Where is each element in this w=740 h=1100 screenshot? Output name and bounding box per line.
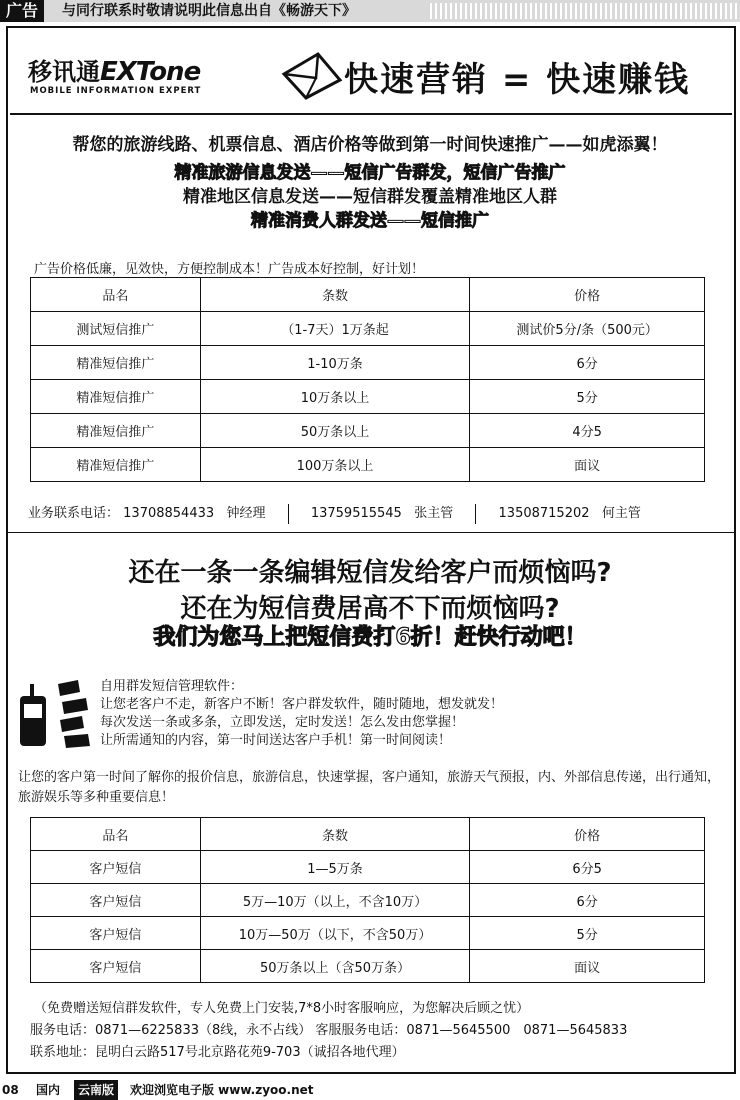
- contact-line: [28, 502, 641, 524]
- cell-quantity: 50万条以上: [200, 414, 470, 448]
- cell-quantity: 5万—10万（以上，不含10万）: [200, 884, 470, 917]
- cell-product: 精准短信推广: [31, 414, 201, 448]
- contact-phone: 13708854433: [123, 506, 215, 521]
- table-row: [31, 851, 705, 884]
- cell-product: 精准短信推广: [31, 346, 201, 380]
- col-header-product: 品名: [31, 278, 201, 312]
- intro-text: 广告价格低廉，见效快，方便控制成本！广告成本好控制，好计划！: [34, 262, 425, 277]
- contact-separator: [475, 504, 476, 524]
- cell-product: 客户短信: [31, 884, 201, 917]
- cell-product: 客户短信: [31, 851, 201, 884]
- table-row: [31, 917, 705, 950]
- table-row: [31, 312, 705, 346]
- page-footer: [0, 1080, 740, 1100]
- cell-quantity: 10万—50万（以下，不含50万）: [200, 917, 470, 950]
- headline-4: 精准消费人群发送——短信推广: [251, 211, 489, 231]
- brand-name-en: EXTone: [100, 57, 201, 87]
- headline-2: 精准旅游信息发送——短信广告群发，短信广告推广: [174, 163, 566, 183]
- contact-separator: [288, 504, 289, 524]
- cell-price: 5分: [470, 380, 705, 414]
- brand-tagline: MOBILE INFORMATION EXPERT: [30, 86, 202, 96]
- cell-product: 精准短信推广: [31, 448, 201, 482]
- price-table-2: [30, 817, 705, 983]
- software-line: 每次发送一条或多条，立即发送，定时发送！怎么发由您掌握！: [100, 715, 465, 730]
- table-row: [31, 380, 705, 414]
- header-stripes: [430, 3, 740, 19]
- ad2-headline-1: 还在一条一条编辑短信发给客户而烦恼吗?: [128, 558, 612, 588]
- contact-label: 业务联系电话：: [28, 506, 120, 521]
- mobile-phone-icon: [16, 676, 96, 756]
- col-header-product: 品名: [31, 818, 201, 851]
- table-row: [31, 950, 705, 983]
- header-notice: 与同行联系时敬请说明此信息出自《畅游天下》: [62, 3, 356, 19]
- envelope-icon: [280, 50, 344, 100]
- table-header-row: [31, 818, 705, 851]
- table-row: [31, 884, 705, 917]
- address: 联系地址：昆明白云路517号北京路花苑9-703（诚招各地代理）: [30, 1045, 405, 1060]
- section-divider: [8, 532, 734, 533]
- cell-price: 5分: [470, 917, 705, 950]
- software-description: [100, 678, 503, 750]
- contact-name: 张主管: [414, 506, 454, 521]
- cell-price: 4分5: [470, 414, 705, 448]
- headline-3: 精准地区信息发送——短信群发覆盖精准地区人群: [183, 187, 557, 207]
- service-phones: 服务电话：0871—6225833（8线，永不占线） 客服服务电话：0871—5645500 0871—5645833: [30, 1023, 628, 1038]
- page-number: 08: [2, 1083, 19, 1097]
- cell-quantity: （1-7天）1万条起: [200, 312, 470, 346]
- software-line: 让所需通知的内容，第一时间送达客户手机！第一时间阅读！: [100, 733, 452, 748]
- ad-tag: 广告: [0, 0, 44, 22]
- cell-product: 精准短信推广: [31, 380, 201, 414]
- col-header-quantity: 条数: [200, 818, 470, 851]
- table-row: [31, 346, 705, 380]
- table-row: [31, 414, 705, 448]
- cell-price: 面议: [470, 448, 705, 482]
- table-row: [31, 448, 705, 482]
- cell-price: 6分5: [470, 851, 705, 884]
- cell-product: 测试短信推广: [31, 312, 201, 346]
- contact-phone: 13508715202: [498, 506, 590, 521]
- cell-quantity: 50万条以上（含50万条）: [200, 950, 470, 983]
- slogan: 快速营销 = 快速赚钱: [344, 60, 691, 100]
- edition-badge: 云南版: [74, 1080, 118, 1100]
- cell-price: 6分: [470, 884, 705, 917]
- cell-quantity: 1—5万条: [200, 851, 470, 884]
- cell-price: 6分: [470, 346, 705, 380]
- contact-phone: 13759515545: [310, 506, 402, 521]
- cell-price: 测试价5分/条（500元）: [470, 312, 705, 346]
- ad2-headline-2: 还在为短信费居高不下而烦恼吗?: [180, 594, 560, 624]
- cell-quantity: 1-10万条: [200, 346, 470, 380]
- description-paragraph: 让您的客户第一时间了解你的报价信息，旅游信息，快速掌握，客户通知，旅游天气预报，内、外部信息传递，出行通知，旅游娱乐等多种重要信息！: [18, 770, 721, 805]
- website-link[interactable]: 欢迎浏览电子版 www.zyoo.net: [130, 1083, 314, 1097]
- logo-divider: [10, 113, 732, 115]
- col-header-price: 价格: [470, 818, 705, 851]
- brand-logo: [28, 52, 202, 96]
- ad2-headline-3: 我们为您马上把短信费打6折！赶快行动吧！: [153, 625, 587, 650]
- cell-quantity: 10万条以上: [200, 380, 470, 414]
- contact-name: 何主管: [601, 506, 641, 521]
- col-header-price: 价格: [470, 278, 705, 312]
- col-header-quantity: 条数: [200, 278, 470, 312]
- cell-product: 客户短信: [31, 917, 201, 950]
- headline-1: 帮您的旅游线路、机票信息、酒店价格等做到第一时间快速推广——如虎添翼！: [72, 135, 668, 155]
- cell-product: 客户短信: [31, 950, 201, 983]
- software-line: 让您老客户不走，新客户不断！客户群发软件，随时随地，想发就发！: [100, 697, 504, 712]
- cell-price: 面议: [470, 950, 705, 983]
- cell-quantity: 100万条以上: [200, 448, 470, 482]
- brand-name-cn: 移讯通: [28, 58, 100, 86]
- section-name: 国内: [36, 1083, 61, 1097]
- free-service-note: （免费赠送短信群发软件，专人免费上门安装,7*8小时客服响应，为您解决后顾之忧）: [34, 1001, 530, 1016]
- software-title: 自用群发短信管理软件：: [100, 679, 244, 694]
- header-bar: [0, 0, 740, 22]
- contact-name: 钟经理: [226, 506, 266, 521]
- table-header-row: [31, 278, 705, 312]
- price-table-1: [30, 277, 705, 482]
